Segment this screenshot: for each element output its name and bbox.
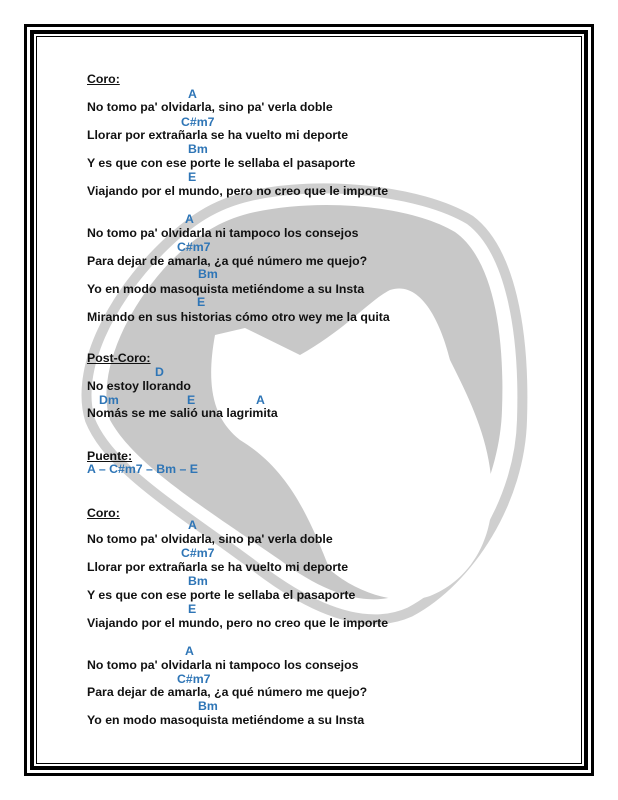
lyric-line: Yo en modo masoquista metiéndome a su Insta — [87, 282, 365, 296]
lyric-line: Y es que con ese porte le sellaba el pasaporte — [87, 156, 356, 170]
section-heading: Puente: — [87, 449, 133, 463]
lyric-line: Llorar por extrañarla se ha vuelto mi deporte — [87, 560, 349, 574]
chord-label: C#m7 — [181, 546, 215, 560]
lyric-line: No tomo pa' olvidarla, sino pa' verla doble — [87, 100, 333, 114]
lyric-line: Llorar por extrañarla se ha vuelto mi deporte — [87, 128, 349, 142]
chord-label: A — [185, 212, 194, 226]
chord-label: D — [155, 365, 164, 379]
lyric-line: No tomo pa' olvidarla ni tampoco los consejos — [87, 658, 359, 672]
chord-label: C#m7 — [177, 672, 211, 686]
lyric-line: Para dejar de amarla, ¿a qué número me quejo? — [87, 254, 368, 268]
lyric-line: Y es que con ese porte le sellaba el pasaporte — [87, 588, 356, 602]
chord-progression: A – C#m7 – Bm – E — [87, 462, 198, 476]
chord-label: E — [187, 393, 196, 407]
chord-label: Bm — [198, 267, 218, 281]
lyric-line: Yo en modo masoquista metiéndome a su Insta — [87, 713, 365, 727]
chord-label: Bm — [198, 699, 218, 713]
lyric-line: Viajando por el mundo, pero no creo que le importe — [87, 184, 389, 198]
chord-label: A — [256, 393, 265, 407]
chord-label: E — [188, 602, 197, 616]
chord-label: C#m7 — [177, 240, 211, 254]
chord-label: A — [185, 644, 194, 658]
chord-label: C#m7 — [181, 115, 215, 129]
chord-label: E — [188, 170, 197, 184]
section-heading: Coro: — [87, 72, 120, 86]
lyric-line: No estoy llorando — [87, 379, 191, 393]
lyric-line: No tomo pa' olvidarla, sino pa' verla doble — [87, 532, 333, 546]
chord-label: Bm — [188, 574, 208, 588]
section-heading: Post-Coro: — [87, 351, 151, 365]
section-heading: Coro: — [87, 506, 120, 520]
lyric-line: Mirando en sus historias cómo otro wey me la quita — [87, 310, 390, 324]
chord-label: Dm — [99, 393, 119, 407]
lyric-line: Viajando por el mundo, pero no creo que le importe — [87, 616, 389, 630]
chord-label: Bm — [188, 142, 208, 156]
chord-label: A — [188, 518, 197, 532]
lyric-line: Para dejar de amarla, ¿a qué número me quejo? — [87, 685, 368, 699]
lyric-line: No tomo pa' olvidarla ni tampoco los consejos — [87, 226, 359, 240]
chord-label: A — [188, 87, 197, 101]
chord-label: E — [197, 295, 206, 309]
lyric-line: Nomás se me salió una lagrimita — [87, 406, 278, 420]
